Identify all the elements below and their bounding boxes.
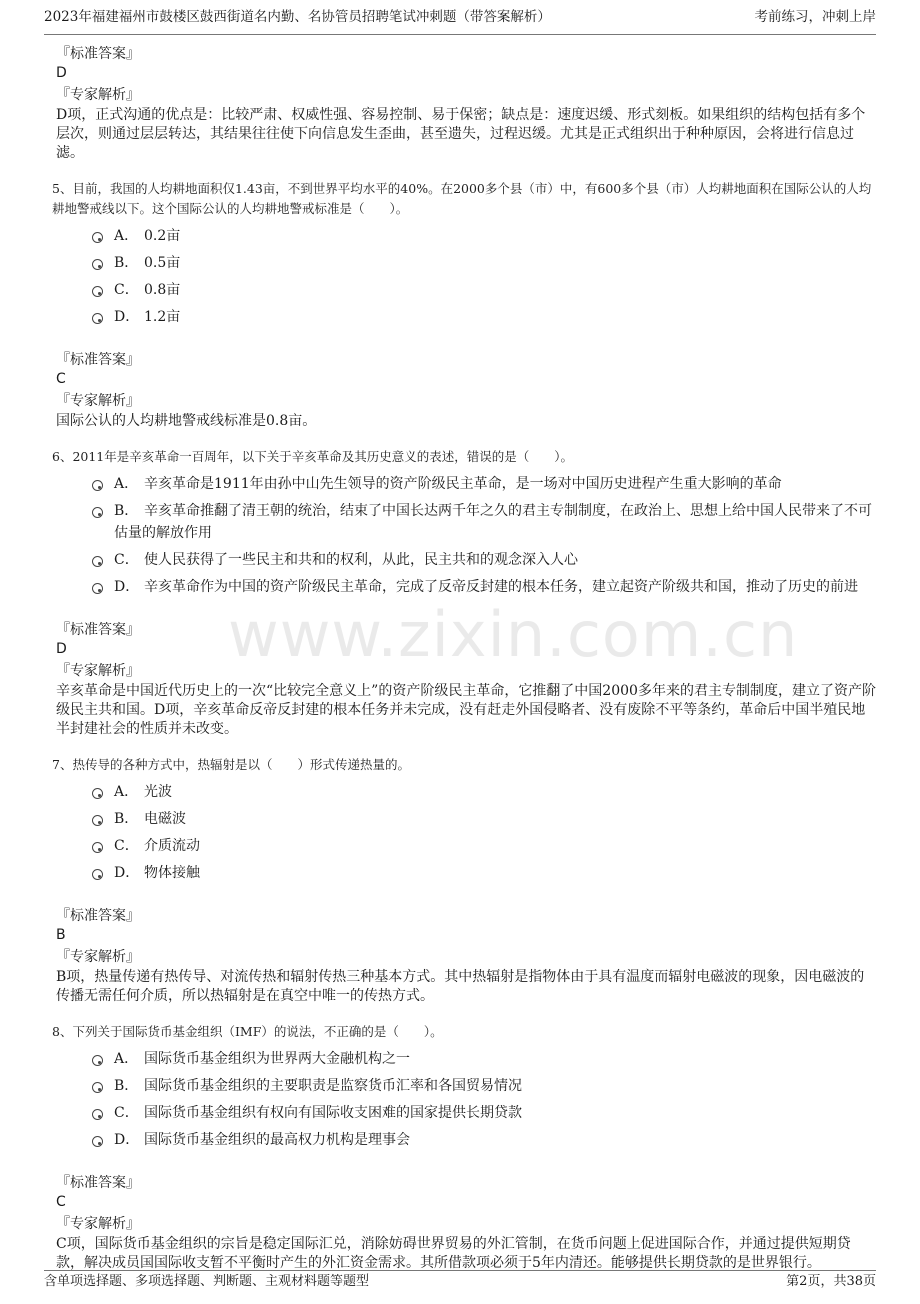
option-c[interactable]: C． 介质流动 xyxy=(92,835,876,857)
radio-icon[interactable] xyxy=(92,583,103,594)
option-a[interactable]: A． 0.2亩 xyxy=(92,225,876,247)
radio-icon[interactable] xyxy=(92,480,103,491)
option-b[interactable]: B． 0.5亩 xyxy=(92,252,876,274)
answer-value: C xyxy=(56,371,66,387)
answer-block-q8 xyxy=(56,1173,876,1273)
option-c[interactable]: C． 使人民获得了一些民主和共和的权利，从此，民主共和的观念深入人心 xyxy=(92,549,876,571)
radio-icon[interactable] xyxy=(92,507,103,518)
radio-icon[interactable] xyxy=(92,556,103,567)
radio-icon[interactable] xyxy=(92,815,103,826)
watermark: www.zixin.com.cn xyxy=(228,598,799,671)
answer-block-q6 xyxy=(56,620,876,739)
radio-icon[interactable] xyxy=(92,1082,103,1093)
option-d[interactable]: D． 辛亥革命作为中国的资产阶级民主革命，完成了反帝反封建的根本任务，建立起资产阶级共和国，推动了历史的前进 xyxy=(92,576,876,598)
analysis-label: 『专家解析』 xyxy=(56,663,140,679)
option-a[interactable]: A． 光波 xyxy=(92,781,876,803)
analysis-label: 『专家解析』 xyxy=(56,87,140,103)
analysis-text: 辛亥革命是中国近代历史上的一次“比较完全意义上”的资产阶级民主革命，它推翻了中国2000多年来的君主专制制度，建立了资产阶级民主共和国。D项，辛亥革命反帝反封建的根本任务并未完成，没有赶走外国侵略者、没有废除不平等条约，革命后中国半殖民地半封建社会的性质并未改变。 xyxy=(56,683,876,737)
answer-value: D xyxy=(56,641,67,657)
option-c[interactable]: C． 国际货币基金组织有权向有国际收支困难的国家提供长期贷款 xyxy=(92,1102,876,1124)
question-6: 6、2011年是辛亥革命一百周年，以下关于辛亥革命及其历史意义的表述，错误的是（ ）。 xyxy=(52,449,574,464)
page-header xyxy=(44,0,876,35)
analysis-text: B项，热量传递有热传导、对流传热和辐射传热三种基本方式。其中热辐射是指物体由于具有温度而辐射电磁波的现象，因电磁波的传播无需任何介质，所以热辐射是在真空中唯一的传热方式。 xyxy=(56,969,865,1004)
option-b[interactable]: B． 电磁波 xyxy=(92,808,876,830)
radio-icon[interactable] xyxy=(92,286,103,297)
radio-icon[interactable] xyxy=(92,1055,103,1066)
radio-icon[interactable] xyxy=(92,788,103,799)
option-a[interactable]: A． 国际货币基金组织为世界两大金融机构之一 xyxy=(92,1048,876,1070)
options-q7 xyxy=(92,781,876,884)
radio-icon[interactable] xyxy=(92,1136,103,1147)
question-7: 7、热传导的各种方式中，热辐射是以（ ）形式传递热量的。 xyxy=(52,757,410,772)
answer-block-q5 xyxy=(56,350,876,431)
option-a[interactable]: A． 辛亥革命是1911年由孙中山先生领导的资产阶级民主革命，是一场对中国历史进程产生重大影响的革命 xyxy=(92,473,876,495)
radio-icon[interactable] xyxy=(92,1109,103,1120)
option-b[interactable]: B． 国际货币基金组织的主要职责是监察货币汇率和各国贸易情况 xyxy=(92,1075,876,1097)
header-slogan: 考前练习，冲刺上岸 xyxy=(754,9,876,25)
radio-icon[interactable] xyxy=(92,259,103,270)
options-q5 xyxy=(92,225,876,328)
answer-value: C xyxy=(56,1194,66,1210)
page-number: 第2页，共38页 xyxy=(786,1274,876,1289)
radio-icon[interactable] xyxy=(92,869,103,880)
option-d[interactable]: D． 物体接触 xyxy=(92,862,876,884)
analysis-text: 国际公认的人均耕地警戒线标准是0.8亩。 xyxy=(56,413,317,429)
radio-icon[interactable] xyxy=(92,313,103,324)
analysis-label: 『专家解析』 xyxy=(56,949,140,965)
answer-label: 『标准答案』 xyxy=(56,622,140,638)
analysis-text: D项，正式沟通的优点是：比较严肃、权威性强、容易控制、易于保密；缺点是：速度迟缓、形式刻板。如果组织的结构包括有多个层次，则通过层层转达，其结果往往使下向信息发生歪曲，甚至遗失，过程迟缓。尤其是正式组织出于种种原因，会将进行信息过滤。 xyxy=(56,107,866,161)
footer-note: 含单项选择题、多项选择题、判断题、主观材料题等题型 xyxy=(44,1274,370,1289)
analysis-label: 『专家解析』 xyxy=(56,393,140,409)
options-q8 xyxy=(92,1048,876,1151)
options-q6 xyxy=(92,473,876,598)
document-title: 2023年福建福州市鼓楼区鼓西街道名内勤、名协管员招聘笔试冲刺题（带答案解析） xyxy=(44,9,551,25)
page-footer xyxy=(44,1270,876,1304)
answer-label: 『标准答案』 xyxy=(56,1175,140,1191)
answer-label: 『标准答案』 xyxy=(56,352,140,368)
option-c[interactable]: C． 0.8亩 xyxy=(92,279,876,301)
analysis-text: C项，国际货币基金组织的宗旨是稳定国际汇兑，消除妨碍世界贸易的外汇管制，在货币问题上促进国际合作，并通过提供短期贷款，解决成员国国际收支暂不平衡时产生的外汇资金需求。其所借款项必须于5年内清还。能够提供长期贷款的是世界银行。 xyxy=(56,1236,851,1271)
page-content xyxy=(52,44,876,1273)
option-d[interactable]: D． 国际货币基金组织的最高权力机构是理事会 xyxy=(92,1129,876,1151)
question-5: 5、目前，我国的人均耕地面积仅1.43亩，不到世界平均水平的40%。在2000多个县（市）中，有600多个县（市）人均耕地面积在国际公认的人均耕地警戒线以下。这个国际公认的人均耕地警戒标准是（ ）。 xyxy=(52,181,872,216)
option-d[interactable]: D． 1.2亩 xyxy=(92,306,876,328)
answer-label: 『标准答案』 xyxy=(56,908,140,924)
answer-value: B xyxy=(56,927,66,943)
answer-label: 『标准答案』 xyxy=(56,46,140,62)
answer-block-prev xyxy=(56,44,876,163)
radio-icon[interactable] xyxy=(92,842,103,853)
question-8: 8、下列关于国际货币基金组织（IMF）的说法，不正确的是（ ）。 xyxy=(52,1024,443,1039)
analysis-label: 『专家解析』 xyxy=(56,1216,140,1232)
option-b[interactable]: B． 辛亥革命推翻了清王朝的统治，结束了中国长达两千年之久的君主专制制度，在政治上、思想上给中国人民带来了不可估量的解放作用 xyxy=(92,500,876,544)
answer-block-q7 xyxy=(56,906,876,1006)
answer-value: D xyxy=(56,65,67,81)
radio-icon[interactable] xyxy=(92,232,103,243)
